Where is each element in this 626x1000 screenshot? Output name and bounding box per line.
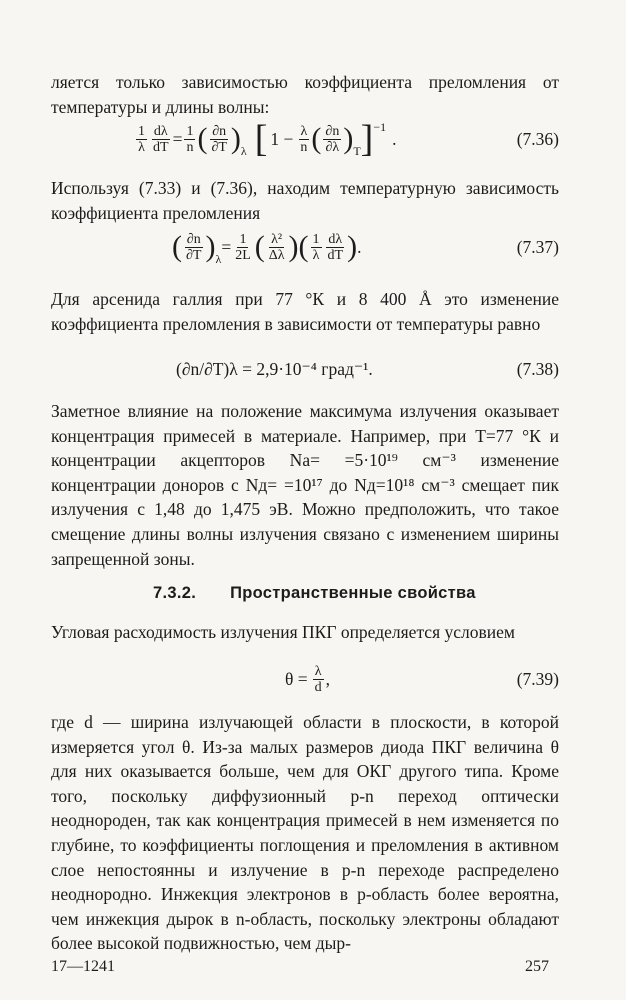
section-heading (153, 584, 476, 603)
printer-signature: 17—1241 (51, 958, 115, 975)
equation-7-36 (51, 112, 559, 166)
paragraph-3: Для арсенида галлия при 77 °К и 8 400 Å это изменение коэффициента преломления в зависимости от температуры равно (51, 289, 559, 334)
equation-7-36-body: $\frac{1}{\lambda}$ $\frac{d\lambda}{dT}$ = $\frac{1}{n}$ ( $\frac{\partial n}{\partial T}$ ) λ [ 1 − $\frac{\lambda}{n}$ ( $\frac{\partial n}{\partial\lambda}$ ) T ] −1 . (138, 118, 397, 160)
equation-number: (7.39) (516, 668, 559, 689)
equation-number: (7.37) (516, 236, 559, 257)
section-title: Пространственные свойства (230, 584, 476, 602)
equation-7-37 (51, 220, 559, 274)
paragraph-6: где d — ширина излучающей области в плоскости, в которой измеряется угол θ. Из-за малых размеров диода ПКГ величина θ для них оказывается больше, чем для ОКГ другого типа. Кроме того, поскольку диффузионный p-n переход оптически неоднороден, так как концентрация примесей в нем изменяется по глубине, то коэффициенты поглощения и преломления в активном слое непостоянны и излучение в p-n переходе распределено неоднородно. Инжекция электронов в p-область более вероятна, чем инжекция дырок в n-область, поскольку электроны обладают более высокой подвижностью, чем дыр- (51, 712, 559, 954)
equation-7-39 (51, 652, 559, 706)
equation-number: (7.38) (516, 358, 559, 379)
page-number: 257 (525, 958, 549, 975)
paragraph-4: Заметное влияние на положение максимума излучения оказывает концентрация примесей в материале. Например, при T=77 °К и концентрации акцепторов Nа= =5·10¹⁹ см⁻³ изменение концентрации доноров с Nд= =10¹⁷ до Nд=10¹⁸ см⁻³ смещает пик излучения с 1,48 до 1,475 эВ. Можно предположить, что такое смещение длины волны излучения связано с изменением ширины запрещенной зоны. (51, 401, 559, 569)
equation-7-37-body: ( $\frac{\partial n}{\partial T}$ ) λ = $\frac{1}{2L}$ ( $\frac{\text{λ²}}{\Delta\lambda}$ ) ( $\frac{1}{\lambda}$ $\frac{d\lambda}{dT}$ ) . (172, 230, 362, 266)
paragraph-2: Используя (7.33) и (7.36), находим температурную зависимость коэффициента преломления (51, 178, 559, 223)
equation-number: (7.36) (516, 128, 559, 149)
paragraph-1: ляется только зависимостью коэффициента преломления от температуры и длины волны: (51, 72, 559, 117)
equation-7-39-body: θ = $\frac{\lambda}{d}$ , (285, 663, 331, 695)
equation-7-38-body: (∂n/∂T)λ = 2,9·10⁻⁴ град⁻¹. (176, 358, 373, 379)
section-number: 7.3.2. (153, 584, 197, 602)
equation-7-38 (51, 342, 559, 396)
paragraph-5: Угловая расходимость излучения ПКГ определяется условием (51, 622, 515, 642)
